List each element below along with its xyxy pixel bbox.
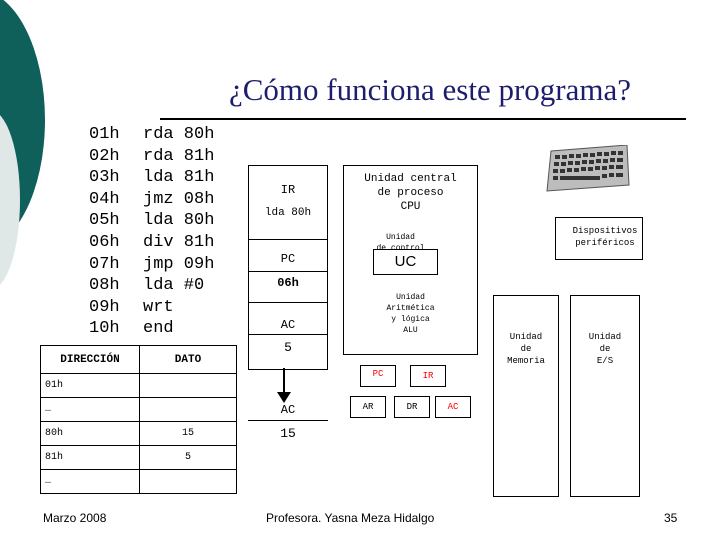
ir-label: IR — [280, 183, 296, 197]
header-dato: DATO — [140, 346, 237, 374]
cpu-dr-label: DR — [406, 402, 418, 412]
footer-author: Profesora. Yasna Meza Hidalgo — [266, 511, 435, 525]
pc-value: 06h — [277, 276, 299, 290]
control-unit-line: de control — [376, 244, 425, 253]
address-line: 02h — [89, 146, 120, 166]
cpu-ar-label: AR — [362, 402, 374, 412]
cpu-title-line: de proceso — [377, 187, 444, 199]
table-cell: 01h — [41, 374, 140, 398]
ac2-value: 15 — [280, 426, 296, 441]
table-cell: 81h — [41, 446, 140, 470]
table-row — [41, 446, 237, 470]
table-row — [41, 422, 237, 446]
slide-title: ¿Cómo funciona este programa? — [229, 72, 631, 107]
ac-label: AC — [280, 318, 296, 332]
io-unit-line: de — [599, 344, 611, 354]
address-line: 01h — [89, 125, 120, 144]
address-line: 08h — [89, 276, 120, 296]
address-line: 06h — [89, 232, 120, 252]
program-addresses — [89, 124, 139, 340]
instruction-line: wrt — [143, 297, 174, 317]
instruction-line: jmp 09h — [143, 254, 215, 274]
table-header-row — [41, 346, 237, 374]
table-cell — [140, 398, 237, 422]
cpu-title-line: CPU — [400, 201, 421, 213]
table-row — [41, 470, 237, 494]
cpu-ir-label: IR — [422, 371, 434, 381]
register-divider — [248, 271, 328, 272]
address-line: 05h — [89, 211, 120, 231]
io-unit-line: E/S — [596, 356, 614, 366]
memory-unit-line: Unidad — [509, 332, 543, 342]
alu-line: Unidad — [396, 293, 425, 302]
header-direccion: DIRECCIÓN — [41, 346, 140, 374]
control-unit-line: Unidad — [386, 233, 415, 242]
memory-unit-line: de — [520, 344, 532, 354]
pc-label: PC — [280, 252, 296, 266]
cpu-pc-label: PC — [372, 369, 384, 379]
address-line: 04h — [89, 189, 120, 209]
memory-table — [40, 345, 237, 494]
page-number: 35 — [664, 511, 678, 525]
table-cell: … — [41, 470, 140, 494]
table-row — [41, 374, 237, 398]
io-unit-label — [570, 331, 640, 367]
ac-value: 5 — [284, 340, 292, 355]
io-unit-line: Unidad — [588, 332, 622, 342]
instruction-line: rda 80h — [143, 125, 215, 144]
alu-line: y lógica — [391, 315, 430, 324]
table-cell: 80h — [41, 422, 140, 446]
alu-label — [343, 292, 478, 336]
instruction-line: lda 80h — [143, 211, 215, 231]
address-line: 03h — [89, 168, 120, 188]
address-line: 10h — [89, 319, 120, 339]
uc-label: UC — [394, 253, 417, 270]
peripherals-line: periféricos — [575, 238, 635, 248]
footer-date: Marzo 2008 — [43, 511, 107, 525]
table-cell: 5 — [140, 446, 237, 470]
table-cell — [140, 374, 237, 398]
peripherals-line: Dispositivos — [572, 226, 638, 236]
alu-line: Aritmética — [386, 304, 435, 313]
instruction-line: lda 81h — [143, 168, 215, 188]
memory-unit-line: Memoria — [507, 356, 545, 366]
instruction-line: jmz 08h — [143, 189, 215, 209]
register-divider — [248, 420, 328, 421]
cpu-title-line: Unidad central — [364, 173, 457, 185]
title-divider — [160, 118, 686, 120]
address-line: 09h — [89, 297, 120, 317]
ir-value: lda 80h — [264, 207, 312, 219]
program-instructions — [143, 124, 243, 340]
memory-unit-label — [493, 331, 559, 367]
io-unit-box — [570, 295, 640, 497]
instruction-line: div 81h — [143, 232, 215, 252]
keyboard-icon — [545, 145, 630, 193]
alu-line: ALU — [403, 326, 418, 335]
instruction-line: rda 81h — [143, 146, 215, 166]
instruction-line: lda #0 — [143, 276, 205, 296]
table-cell — [140, 470, 237, 494]
cpu-title — [343, 172, 478, 214]
arrow-down-icon — [274, 368, 294, 404]
register-divider — [248, 334, 328, 335]
cpu-ac-label: AC — [447, 402, 459, 412]
memory-unit-box — [493, 295, 559, 497]
ac2-label: AC — [280, 403, 296, 417]
register-divider — [248, 239, 328, 240]
register-divider — [248, 302, 328, 303]
peripherals-label — [555, 225, 655, 249]
table-row — [41, 398, 237, 422]
address-line: 07h — [89, 254, 120, 274]
instruction-line: end — [143, 319, 174, 339]
table-cell: … — [41, 398, 140, 422]
table-cell: 15 — [140, 422, 237, 446]
